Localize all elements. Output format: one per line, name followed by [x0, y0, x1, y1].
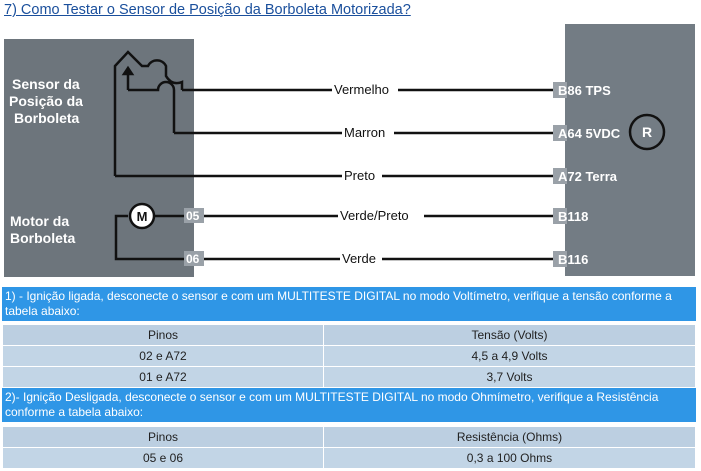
table-cell: 4,5 a 4,9 Volts [324, 346, 696, 367]
wire-label-vermelho: Vermelho [334, 82, 389, 97]
pin-left-06: 06 [186, 252, 200, 266]
table-cell: 01 e A72 [3, 367, 324, 388]
table-row [3, 346, 696, 367]
table-cell: 0,3 a 100 Ohms [324, 448, 696, 469]
wire-label-verde: Verde [342, 251, 376, 266]
step1-table [2, 324, 696, 388]
table-cell: 05 e 06 [3, 448, 324, 469]
wire-label-marron: Marron [344, 125, 386, 140]
ecu-panel [565, 24, 695, 276]
table-header: Resistência (Ohms) [324, 427, 696, 448]
sensor-label-line1: Sensor da [12, 76, 80, 92]
wire-label-preto: Preto [344, 168, 376, 183]
step2-table [2, 426, 696, 469]
sensor-label-line2: Posição da [9, 93, 83, 109]
table-cell: 02 e A72 [3, 346, 324, 367]
step2-instruction: 2)- Ignição Desligada, desconecte o sensor e com um MULTITESTE DIGITAL no modo Ohmímetro, verifique a Resistência conforme a tabela abaixo: [2, 388, 696, 422]
page-title[interactable]: 7) Como Testar o Sensor de Posição da Borboleta Motorizada? [4, 2, 411, 18]
pin-right-b118: B118 [558, 209, 589, 224]
table-cell: 3,7 Volts [324, 367, 696, 388]
step1-instruction: 1) - Ignição ligada, desconecte o sensor e com um MULTITESTE DIGITAL no modo Voltímetro, verifique a tensão conforme a tabela abaixo: [2, 287, 696, 321]
pin-right-a72: A72 Terra [558, 169, 618, 184]
table-header: Pinos [3, 427, 324, 448]
wire-label-verde-preto: Verde/Preto [340, 208, 409, 223]
table-header-row [3, 427, 696, 448]
pin-right-b86: B86 TPS [558, 83, 611, 98]
pin-right-a64: A64 5VDC [558, 126, 621, 141]
table-header-row [3, 325, 696, 346]
sensor-label-line3: Borboleta [14, 110, 80, 126]
pin-left-05: 05 [186, 209, 200, 223]
table-header: Pinos [3, 325, 324, 346]
pin-right-b116: B116 [558, 252, 589, 267]
motor-label-line2: Borboleta [10, 230, 76, 246]
wiring-diagram [0, 24, 701, 284]
table-row [3, 448, 696, 469]
motor-symbol-label: M [136, 209, 148, 224]
motor-label-line1: Motor da [10, 213, 70, 229]
table-row [3, 367, 696, 388]
ecu-resistor-label: R [641, 124, 653, 140]
table-header: Tensão (Volts) [324, 325, 696, 346]
